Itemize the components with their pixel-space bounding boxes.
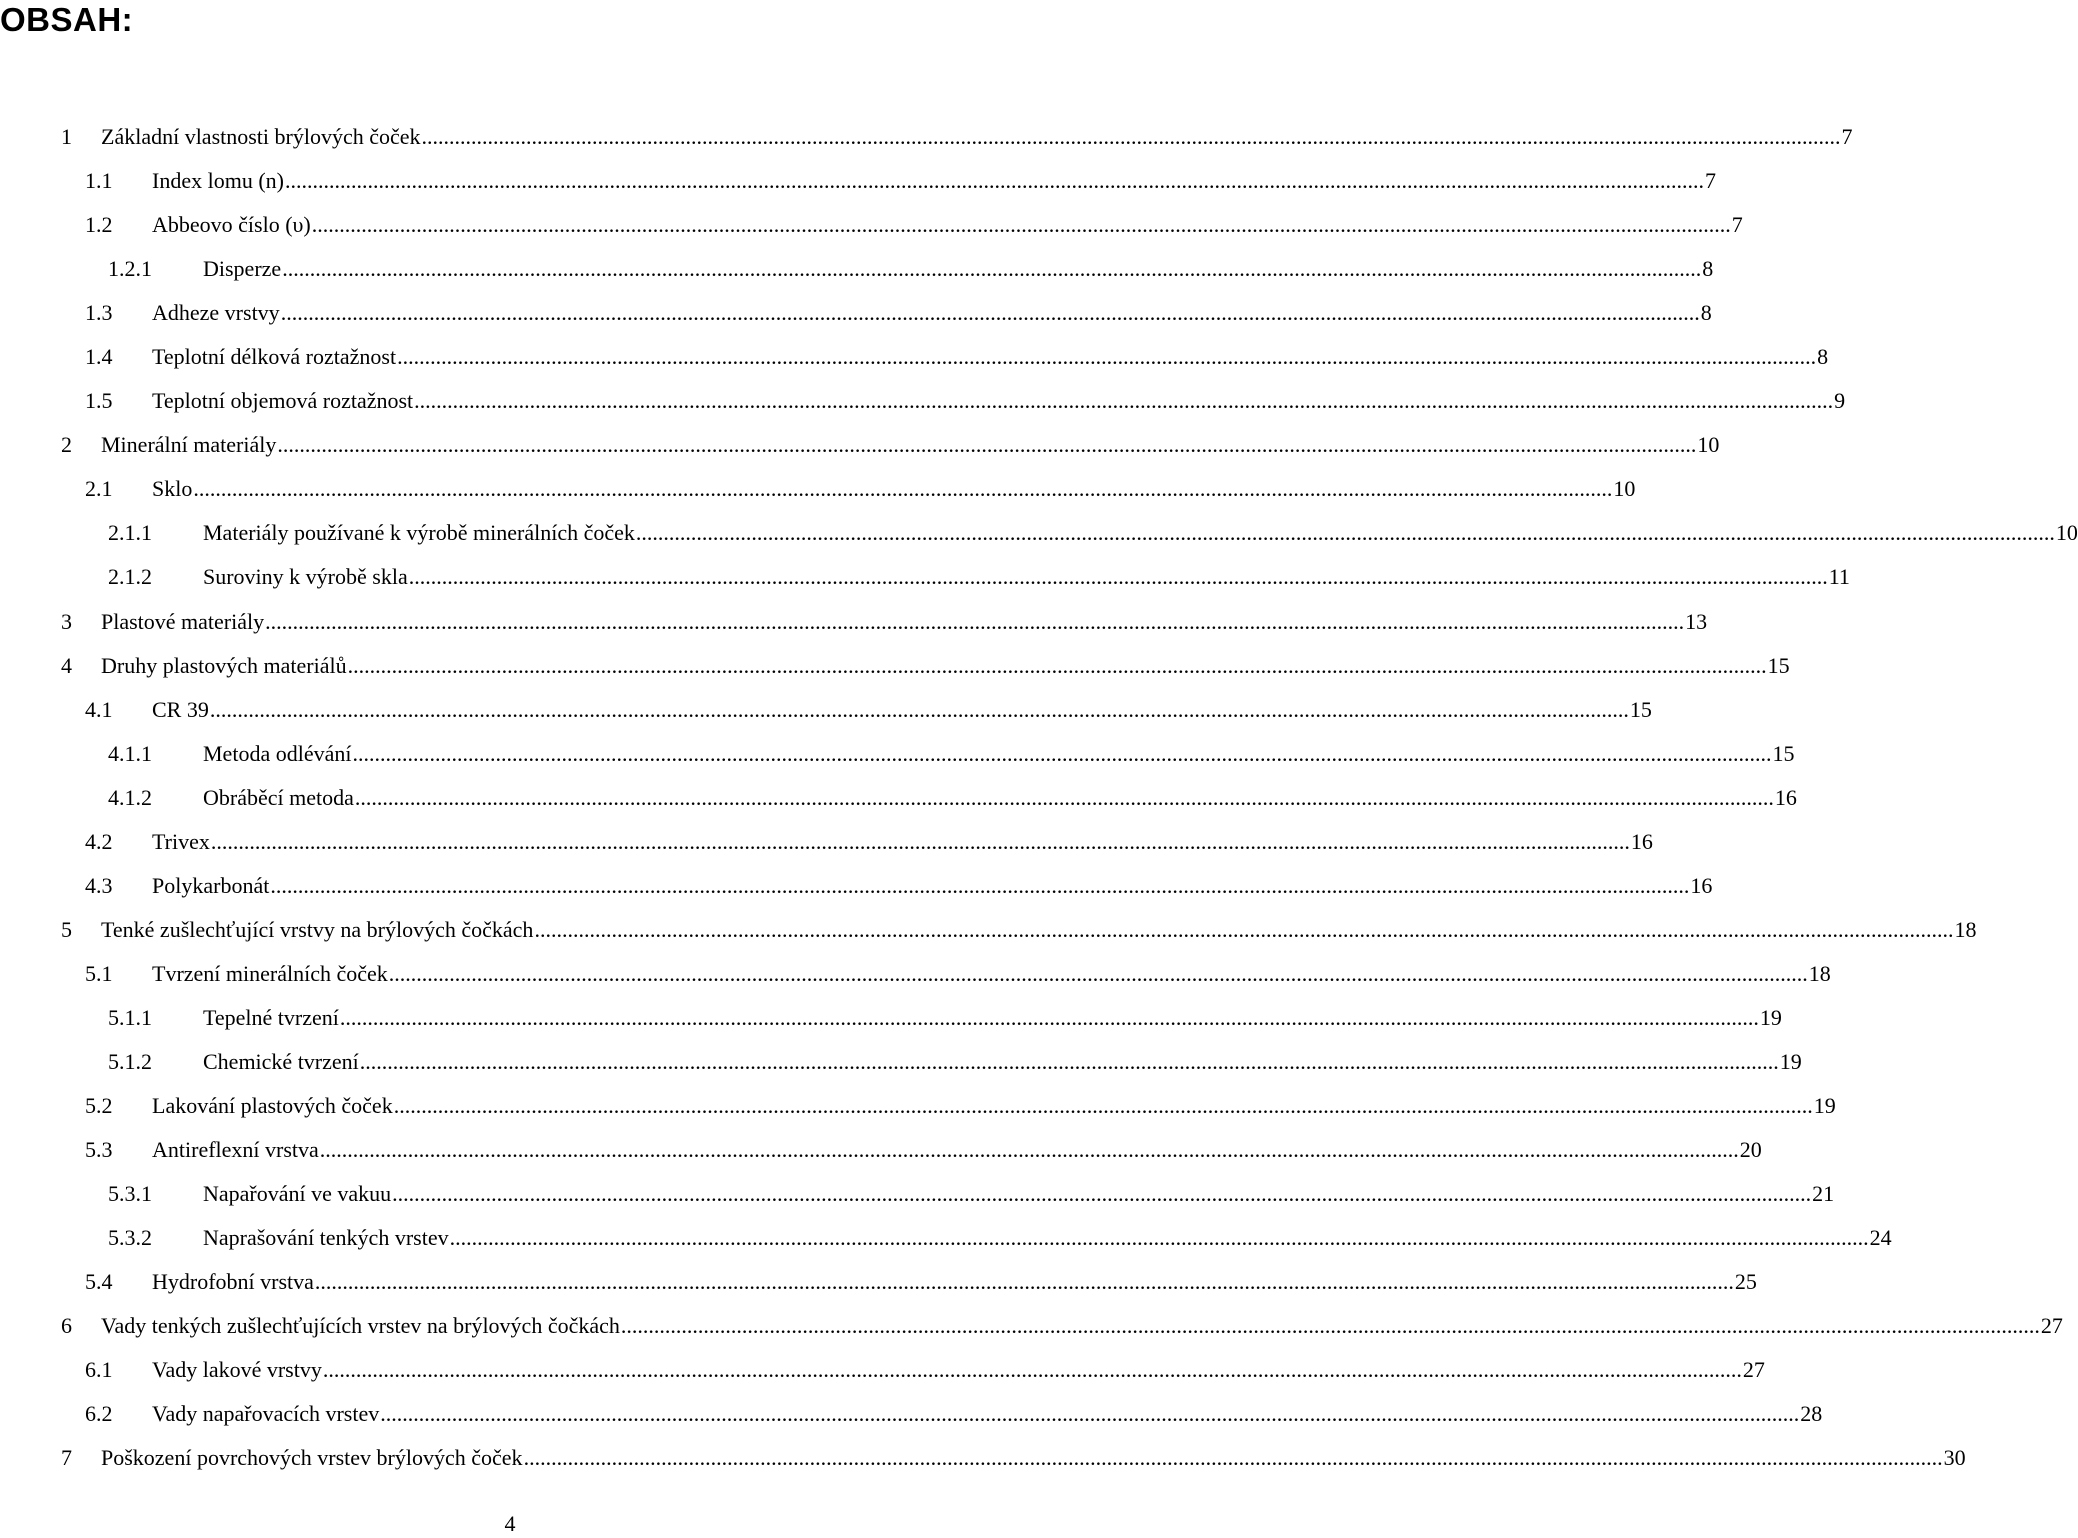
toc-entry-page: 13 bbox=[1685, 608, 1708, 634]
toc-entry[interactable] bbox=[0, 335, 1829, 379]
toc-entry-title: Základní vlastnosti brýlových čoček bbox=[101, 124, 421, 149]
toc-entry-number: 5.1 bbox=[85, 960, 113, 986]
toc-entry[interactable] bbox=[0, 1040, 1802, 1084]
toc-dot-leader: .................................................................................................................................................................................................................................................................. bbox=[620, 1313, 2040, 1339]
toc-entry-page: 19 bbox=[1813, 1093, 1836, 1119]
toc-entry-title: Plastové materiály bbox=[101, 608, 265, 634]
toc-entry[interactable] bbox=[0, 600, 1708, 644]
toc-entry-number: 2.1.1 bbox=[108, 520, 152, 546]
toc-entry-number: 4 bbox=[61, 652, 72, 678]
toc-entry[interactable] bbox=[0, 1348, 1765, 1392]
toc-entry-title: Napařování ve vakuu bbox=[203, 1181, 392, 1207]
toc-entry-page: 8 bbox=[1817, 344, 1829, 370]
toc-entry-line bbox=[101, 423, 1720, 467]
toc-dot-leader: .................................................................................................................................................................................................................................................................. bbox=[523, 1445, 1943, 1471]
toc-dot-leader: .................................................................................................................................................................................................................................................................. bbox=[284, 168, 1704, 194]
toc-entry-page: 7 bbox=[1731, 212, 1743, 238]
toc-dot-leader: .................................................................................................................................................................................................................................................................. bbox=[352, 740, 1772, 766]
toc-entry-page: 16 bbox=[1774, 784, 1797, 810]
toc-entry[interactable] bbox=[0, 688, 1652, 732]
toc-entry[interactable] bbox=[0, 247, 1714, 291]
toc-entry-line bbox=[203, 555, 1850, 599]
toc-entry-page: 18 bbox=[1954, 916, 1977, 942]
toc-entry-page: 10 bbox=[2055, 520, 2078, 546]
toc-entry[interactable] bbox=[0, 203, 1743, 247]
toc-entry-page: 27 bbox=[1742, 1357, 1765, 1383]
toc-entry[interactable] bbox=[0, 952, 1831, 996]
toc-dot-leader: .................................................................................................................................................................................................................................................................. bbox=[282, 256, 1702, 282]
toc-entry-line bbox=[152, 1128, 1762, 1172]
toc-dot-leader: .................................................................................................................................................................................................................................................................. bbox=[635, 520, 2055, 546]
page-title: OBSAH: bbox=[0, 1, 134, 38]
toc-entry-number: 1.2 bbox=[85, 212, 113, 238]
toc-entry-page: 16 bbox=[1630, 828, 1653, 854]
toc-entry-number: 5.3.1 bbox=[108, 1181, 152, 1207]
toc-entry-title: Teplotní objemová roztažnost bbox=[152, 388, 414, 414]
toc-entry-page: 9 bbox=[1834, 388, 1846, 414]
toc-entry[interactable] bbox=[0, 820, 1653, 864]
page-number: 4 bbox=[504, 1511, 516, 1536]
toc-entry-line bbox=[203, 776, 1797, 820]
toc-entry[interactable] bbox=[0, 1304, 2063, 1348]
toc-entry-line bbox=[152, 820, 1653, 864]
toc-entry-page: 21 bbox=[1812, 1181, 1835, 1207]
toc-entry-title: Suroviny k výrobě skla bbox=[203, 564, 408, 590]
toc-dot-leader: .................................................................................................................................................................................................................................................................. bbox=[210, 828, 1630, 854]
toc-entry-title: Adheze vrstvy bbox=[152, 300, 280, 326]
toc-entry-title: Tenké zušlechťující vrstvy na brýlových čočkách bbox=[101, 916, 534, 942]
toc-entry-number: 6 bbox=[61, 1313, 72, 1339]
toc-entry-page: 10 bbox=[1613, 476, 1636, 502]
toc-dot-leader: .................................................................................................................................................................................................................................................................. bbox=[388, 960, 1808, 986]
toc-entry-title: Chemické tvrzení bbox=[203, 1048, 359, 1074]
toc-entry-title: Druhy plastových materiálů bbox=[101, 652, 347, 678]
toc-entry-number: 5.3 bbox=[85, 1137, 113, 1163]
toc-entry-line bbox=[152, 291, 1712, 335]
toc-entry-page: 7 bbox=[1704, 168, 1716, 194]
toc-entry-line bbox=[101, 115, 1853, 159]
toc-entry-number: 5.2 bbox=[85, 1093, 113, 1119]
toc-entry-title: Lakování plastových čoček bbox=[152, 1093, 393, 1119]
toc-entry-line bbox=[152, 1260, 1757, 1304]
toc-entry-title: Disperze bbox=[203, 256, 282, 282]
toc-entry-line bbox=[152, 335, 1829, 379]
toc-dot-leader: .................................................................................................................................................................................................................................................................. bbox=[322, 1357, 1742, 1383]
toc-entry-line bbox=[152, 379, 1846, 423]
toc-dot-leader: .................................................................................................................................................................................................................................................................. bbox=[270, 872, 1690, 898]
toc-dot-leader: .................................................................................................................................................................................................................................................................. bbox=[354, 784, 1774, 810]
toc-entry-page: 11 bbox=[1828, 564, 1850, 590]
toc-dot-leader: .................................................................................................................................................................................................................................................................. bbox=[380, 1401, 1800, 1427]
toc-entry-title: Poškození povrchových vrstev brýlových čoček bbox=[101, 1445, 523, 1471]
toc-entry-page: 28 bbox=[1800, 1401, 1823, 1427]
toc-entry-page: 18 bbox=[1808, 960, 1831, 986]
toc-entry[interactable] bbox=[0, 908, 1977, 952]
toc-entry-line bbox=[203, 511, 2078, 555]
toc-entry-page: 25 bbox=[1734, 1269, 1757, 1295]
toc-entry-number: 6.2 bbox=[85, 1401, 113, 1427]
toc-entry-number: 4.1 bbox=[85, 696, 113, 722]
toc-dot-leader: .................................................................................................................................................................................................................................................................. bbox=[534, 916, 1954, 942]
toc-entry[interactable] bbox=[0, 511, 2078, 555]
toc-entry[interactable] bbox=[0, 423, 1720, 467]
toc-entry-page: 16 bbox=[1690, 872, 1713, 898]
toc-entry-line bbox=[152, 1084, 1836, 1128]
toc-dot-leader: .................................................................................................................................................................................................................................................................. bbox=[393, 1093, 1813, 1119]
toc-entry[interactable] bbox=[0, 467, 1636, 511]
toc-entry[interactable] bbox=[0, 291, 1712, 335]
toc-dot-leader: .................................................................................................................................................................................................................................................................. bbox=[314, 1269, 1734, 1295]
toc-entry-title: Minerální materiály bbox=[101, 432, 277, 458]
toc-entry-title: Obráběcí metoda bbox=[203, 784, 354, 810]
toc-entry-number: 2 bbox=[61, 432, 72, 458]
toc-dot-leader: .................................................................................................................................................................................................................................................................. bbox=[311, 212, 1731, 238]
toc-entry-page: 15 bbox=[1767, 652, 1790, 678]
toc-entry-title: Naprašování tenkých vrstev bbox=[203, 1225, 449, 1251]
toc-dot-leader: .................................................................................................................................................................................................................................................................. bbox=[209, 696, 1629, 722]
toc-entry[interactable] bbox=[0, 1436, 1966, 1480]
toc-entry[interactable] bbox=[0, 1216, 1892, 1260]
toc-entry[interactable] bbox=[0, 732, 1795, 776]
toc-entry[interactable] bbox=[0, 864, 1713, 908]
toc-entry-title: CR 39 bbox=[152, 696, 209, 722]
toc-entry-number: 4.1.2 bbox=[108, 784, 152, 810]
toc-entry-title: Antireflexní vrstva bbox=[152, 1137, 319, 1163]
toc-entry-number: 5.1.2 bbox=[108, 1048, 152, 1074]
toc-entry[interactable] bbox=[0, 1084, 1836, 1128]
toc-entry-line bbox=[101, 908, 1977, 952]
toc-entry-line bbox=[152, 1392, 1823, 1436]
toc-entry-number: 1.2.1 bbox=[108, 256, 152, 282]
toc-entry-line bbox=[101, 644, 1790, 688]
toc-dot-leader: .................................................................................................................................................................................................................................................................. bbox=[421, 124, 1841, 149]
toc-entry[interactable] bbox=[0, 644, 1790, 688]
toc-entry-title: Tepelné tvrzení bbox=[203, 1004, 339, 1030]
toc-entry-number: 1 bbox=[61, 124, 72, 149]
toc-entry[interactable] bbox=[0, 115, 1853, 159]
toc-dot-leader: .................................................................................................................................................................................................................................................................. bbox=[359, 1048, 1779, 1074]
toc-entry-title: Vady lakové vrstvy bbox=[152, 1357, 322, 1383]
toc-entry-number: 4.2 bbox=[85, 828, 113, 854]
toc-entry-number: 2.1 bbox=[85, 476, 113, 502]
toc-entry-number: 1.1 bbox=[85, 168, 113, 194]
toc-dot-leader: .................................................................................................................................................................................................................................................................. bbox=[193, 476, 1613, 502]
toc-entry-title: Polykarbonát bbox=[152, 872, 270, 898]
toc-entry-line bbox=[101, 1436, 1966, 1480]
toc-entry-title: Index lomu (n) bbox=[152, 168, 284, 194]
toc-entry-title: Trivex bbox=[152, 828, 210, 854]
toc-entry-title: Metoda odlévání bbox=[203, 740, 352, 766]
toc-dot-leader: .................................................................................................................................................................................................................................................................. bbox=[347, 652, 1767, 678]
toc-entry-line bbox=[203, 732, 1795, 776]
toc-entry-number: 1.4 bbox=[85, 344, 113, 370]
toc-entry-line bbox=[152, 952, 1831, 996]
toc-entry-line bbox=[203, 1040, 1802, 1084]
toc-entry-line bbox=[203, 1216, 1892, 1260]
toc-entry[interactable] bbox=[0, 1128, 1762, 1172]
toc-entry-line bbox=[152, 203, 1743, 247]
toc-entry-number: 3 bbox=[61, 608, 72, 634]
toc-entry-page: 8 bbox=[1702, 256, 1714, 282]
toc-entry-title: Teplotní délková roztažnost bbox=[152, 344, 397, 370]
toc-dot-leader: .................................................................................................................................................................................................................................................................. bbox=[392, 1181, 1812, 1207]
toc-entry-line bbox=[101, 1304, 2063, 1348]
toc-dot-leader: .................................................................................................................................................................................................................................................................. bbox=[408, 564, 1828, 590]
toc-entry-title: Vady napařovacích vrstev bbox=[152, 1401, 380, 1427]
toc-entry-page: 8 bbox=[1700, 300, 1712, 326]
toc-dot-leader: .................................................................................................................................................................................................................................................................. bbox=[397, 344, 1817, 370]
toc-entry[interactable] bbox=[0, 776, 1797, 820]
toc-entry-page: 30 bbox=[1943, 1445, 1966, 1471]
toc-entry-title: Abbeovo číslo (υ) bbox=[152, 212, 311, 238]
toc-entry-title: Tvrzení minerálních čoček bbox=[152, 960, 388, 986]
toc-entry-number: 5 bbox=[61, 916, 72, 942]
toc-dot-leader: .................................................................................................................................................................................................................................................................. bbox=[414, 388, 1834, 414]
toc-entry-page: 24 bbox=[1869, 1225, 1892, 1251]
table-of-contents bbox=[0, 115, 2078, 1480]
toc-entry-line bbox=[203, 1172, 1835, 1216]
toc-dot-leader: .................................................................................................................................................................................................................................................................. bbox=[280, 300, 1700, 326]
toc-entry-number: 4.1.1 bbox=[108, 740, 152, 766]
toc-entry-number: 5.3.2 bbox=[108, 1225, 152, 1251]
toc-entry-number: 1.3 bbox=[85, 300, 113, 326]
toc-dot-leader: .................................................................................................................................................................................................................................................................. bbox=[277, 432, 1697, 458]
toc-entry[interactable] bbox=[0, 1392, 1823, 1436]
toc-entry-number: 2.1.2 bbox=[108, 564, 152, 590]
toc-entry[interactable] bbox=[0, 996, 1782, 1040]
toc-entry-page: 19 bbox=[1779, 1048, 1802, 1074]
toc-entry-number: 5.4 bbox=[85, 1269, 113, 1295]
toc-entry-page: 15 bbox=[1629, 696, 1652, 722]
toc-entry-title: Materiály používané k výrobě minerálních čoček bbox=[203, 520, 635, 546]
toc-entry-title: Vady tenkých zušlechťujících vrstev na brýlových čočkách bbox=[101, 1313, 620, 1339]
toc-entry-line bbox=[203, 247, 1714, 291]
toc-entry-line bbox=[152, 159, 1716, 203]
toc-entry-page: 19 bbox=[1759, 1004, 1782, 1030]
toc-entry-page: 15 bbox=[1772, 740, 1795, 766]
toc-entry-page: 20 bbox=[1739, 1137, 1762, 1163]
toc-entry[interactable] bbox=[0, 1260, 1757, 1304]
toc-entry-page: 27 bbox=[2040, 1313, 2063, 1339]
toc-entry[interactable] bbox=[0, 1172, 1835, 1216]
toc-entry-number: 4.3 bbox=[85, 872, 113, 898]
toc-entry[interactable] bbox=[0, 379, 1846, 423]
toc-entry-title: Sklo bbox=[152, 476, 193, 502]
toc-entry-number: 6.1 bbox=[85, 1357, 113, 1383]
toc-dot-leader: .................................................................................................................................................................................................................................................................. bbox=[319, 1137, 1739, 1163]
toc-entry-title: Hydrofobní vrstva bbox=[152, 1269, 314, 1295]
toc-entry[interactable] bbox=[0, 555, 1850, 599]
toc-entry-line bbox=[152, 688, 1652, 732]
toc-entry[interactable] bbox=[0, 159, 1716, 203]
toc-entry-number: 1.5 bbox=[85, 388, 113, 414]
toc-dot-leader: .................................................................................................................................................................................................................................................................. bbox=[449, 1225, 1869, 1251]
toc-entry-line bbox=[101, 600, 1708, 644]
toc-entry-line bbox=[203, 996, 1782, 1040]
toc-entry-line bbox=[152, 467, 1636, 511]
toc-entry-number: 7 bbox=[61, 1445, 72, 1471]
toc-entry-number: 5.1.1 bbox=[108, 1004, 152, 1030]
toc-entry-line bbox=[152, 1348, 1765, 1392]
toc-dot-leader: .................................................................................................................................................................................................................................................................. bbox=[265, 608, 1685, 634]
toc-entry-line bbox=[152, 864, 1713, 908]
toc-dot-leader: .................................................................................................................................................................................................................................................................. bbox=[339, 1004, 1759, 1030]
toc-entry-page: 7 bbox=[1841, 124, 1853, 149]
toc-entry-page: 10 bbox=[1697, 432, 1720, 458]
